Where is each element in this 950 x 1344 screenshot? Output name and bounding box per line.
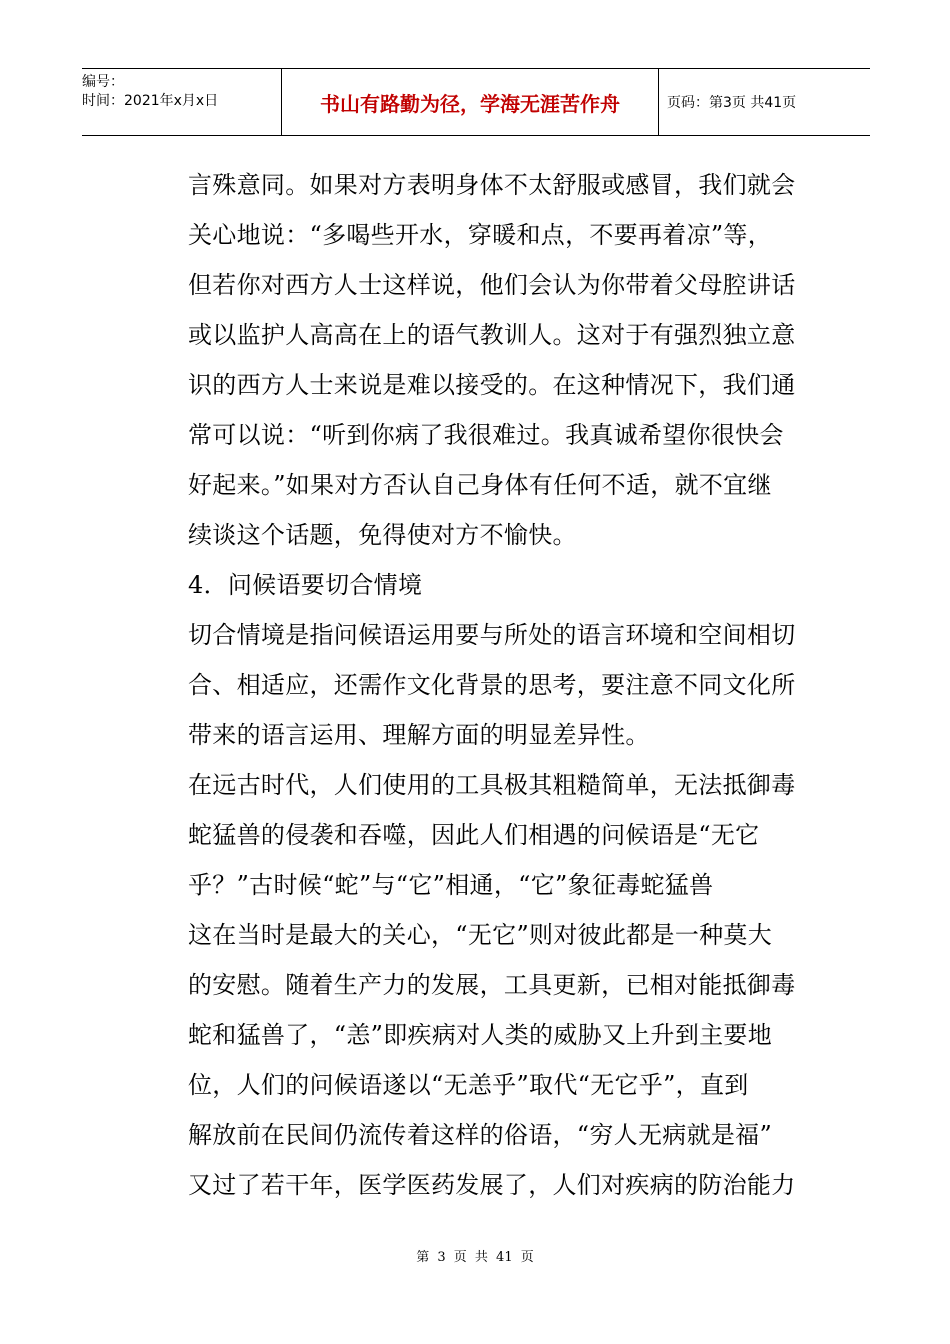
- body-line: 在远古时代，人们使用的工具极其粗糙简单，无法抵御毒: [188, 771, 796, 799]
- body-line: 言殊意同。如果对方表明身体不太舒服或感冒，我们就会: [188, 171, 796, 199]
- body-line: 切合情境是指问候语运用要与所处的语言环境和空间相切: [188, 621, 796, 649]
- body-line: 识的西方人士来说是难以接受的。在这种情况下，我们通: [188, 371, 796, 399]
- page-header: [82, 68, 870, 136]
- header-page-code: 页码：第3页 共41页: [667, 95, 797, 111]
- body-line: 好起来。”如果对方否认自己身体有任何不适，就不宜继: [188, 471, 772, 499]
- number-label: 编号：: [82, 74, 124, 90]
- body-line: 乎？”古时候“蛇”与“它”相通，“它”象征毒蛇猛兽: [188, 871, 714, 899]
- body-line: 续谈这个话题，免得使对方不愉快。: [188, 521, 577, 549]
- body-line: 的安慰。随着生产力的发展，工具更新，已相对能抵御毒: [188, 971, 796, 999]
- body-line: 或以监护人高高在上的语气教训人。这对于有强烈独立意: [188, 321, 796, 349]
- header-motto: 书山有路勤为径，学海无涯苦作舟: [281, 69, 659, 135]
- body-line: 但若你对西方人士这样说，他们会认为你带着父母腔讲话: [188, 271, 796, 299]
- body-line: 带来的语言运用、理解方面的明显差异性。: [188, 721, 650, 749]
- body-line: 合、相适应，还需作文化背景的思考，要注意不同文化所: [188, 671, 796, 699]
- page-footer: 第 3 页 共 41 页: [416, 1250, 534, 1265]
- body-line: 蛇猛兽的侵袭和吞噬，因此人们相遇的问候语是“无它: [188, 821, 760, 849]
- header-meta: [82, 69, 281, 135]
- body-line: 位，人们的问候语遂以“无恙乎”取代“无它乎”，直到: [188, 1071, 749, 1099]
- document-body: [188, 160, 810, 1210]
- time-label: 时间：2021年x月x日: [82, 93, 219, 109]
- body-line: 解放前在民间仍流传着这样的俗语，“穷人无病就是福”: [188, 1121, 773, 1149]
- body-line: 这在当时是最大的关心，“无它”则对彼此都是一种莫大: [188, 921, 773, 949]
- body-line: 关心地说：“多喝些开水，穿暖和点，不要再着凉”等，: [188, 221, 773, 249]
- body-line: 常可以说：“听到你病了我很难过。我真诚希望你很快会: [188, 421, 784, 449]
- section-heading: 4．问候语要切合情境: [188, 571, 423, 599]
- body-line: 又过了若干年，医学医药发展了，人们对疾病的防治能力: [188, 1171, 796, 1199]
- body-line: 蛇和猛兽了，“恙”即疾病对人类的威胁又上升到主要地: [188, 1021, 773, 1049]
